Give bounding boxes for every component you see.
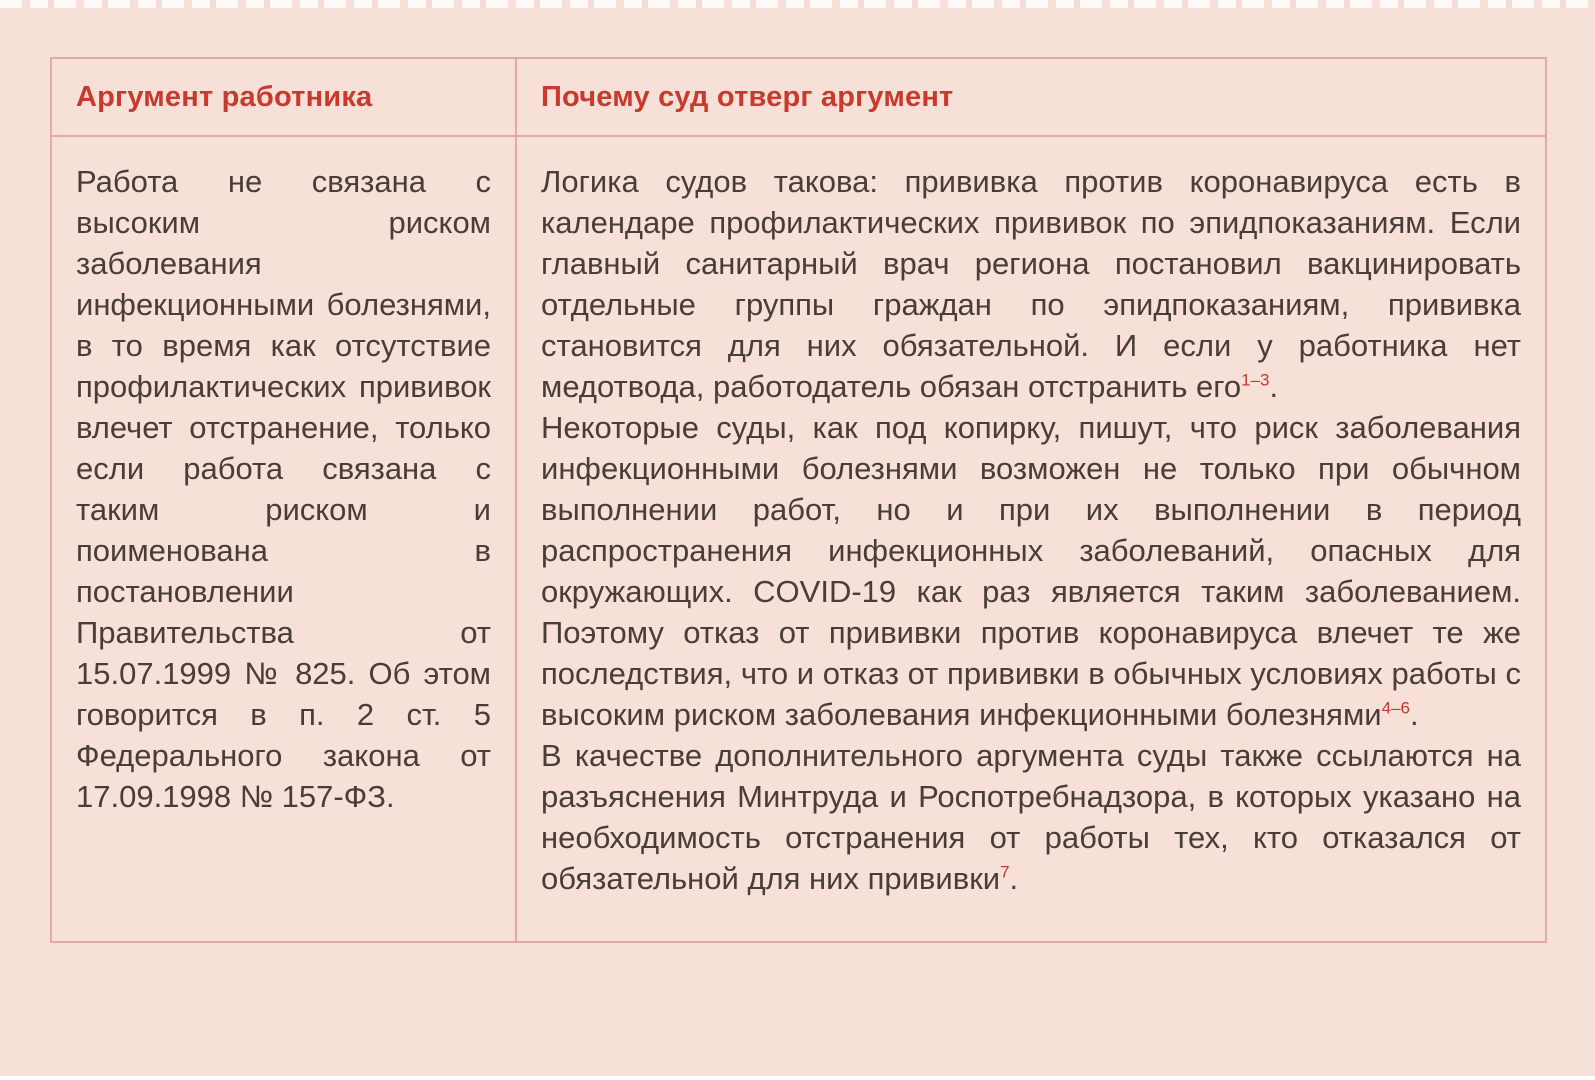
reasoning-paragraph-1 [541, 161, 1521, 407]
footnote-ref-3: 7 [1000, 862, 1010, 882]
header-employee-argument: Аргумент работника [51, 58, 516, 136]
employee-argument-text: Работа не связана с высоким риском заболевания инфекционными болезнями, в то время как отсутствие профилактических прививок влечет отстранение, только если работа связана с таким риском и поименована в постановлении Правительства от 15.07.1999 № 825. Об этом говорится в п. 2 ст. 5 Федерального закона от 17.09.1998 № 157-ФЗ. [76, 164, 491, 814]
reasoning-end-3: . [1009, 861, 1019, 896]
court-reasoning-cell [516, 136, 1546, 942]
footnote-ref-2: 4–6 [1381, 698, 1410, 718]
reasoning-text-3: В качестве дополнительного аргумента суды также ссылаются на разъяснения Минтруда и Роспотребнадзора, в которых указано на необходимость отстранения от работы тех, кто отказался от обязательной для них прививки [541, 738, 1521, 896]
table-header-row [51, 58, 1546, 136]
bottom-edge [0, 1076, 1595, 1080]
torn-top-edge [0, 0, 1595, 8]
header-court-reason: Почему суд отверг аргумент [516, 58, 1546, 136]
reasoning-text-2: Некоторые суды, как под копирку, пишут, что риск заболевания инфекционными болезнями возможен не только при обычном выполнении работ, но и при их выполнении в период распространения инфекционных заболеваний, опасных для окружающих. COVID-19 как раз является таким заболеванием. Поэтому отказ от прививки против коронавируса влечет те же последствия, что и отказ от прививки в обычных условиях работы с высоким риском заболевания инфекционными болезнями [541, 410, 1521, 732]
reasoning-end-2: . [1409, 697, 1419, 732]
footnote-ref-1: 1–3 [1241, 370, 1270, 390]
reasoning-paragraph-2 [541, 407, 1521, 735]
reasoning-end-1: . [1269, 369, 1279, 404]
reasoning-paragraph-3 [541, 735, 1521, 899]
employee-argument-cell [51, 136, 516, 942]
table-row [51, 136, 1546, 942]
arguments-table [50, 57, 1547, 943]
reasoning-text-1: Логика судов такова: прививка против коронавируса есть в календаре профилактических прививок по эпидпоказаниям. Если главный санитарный врач региона постановил вакцинировать отдельные группы граждан по эпидпоказаниям, прививка становится для них обязательной. И если у работника нет медотвода, работодатель обязан отстранить его [541, 164, 1521, 404]
